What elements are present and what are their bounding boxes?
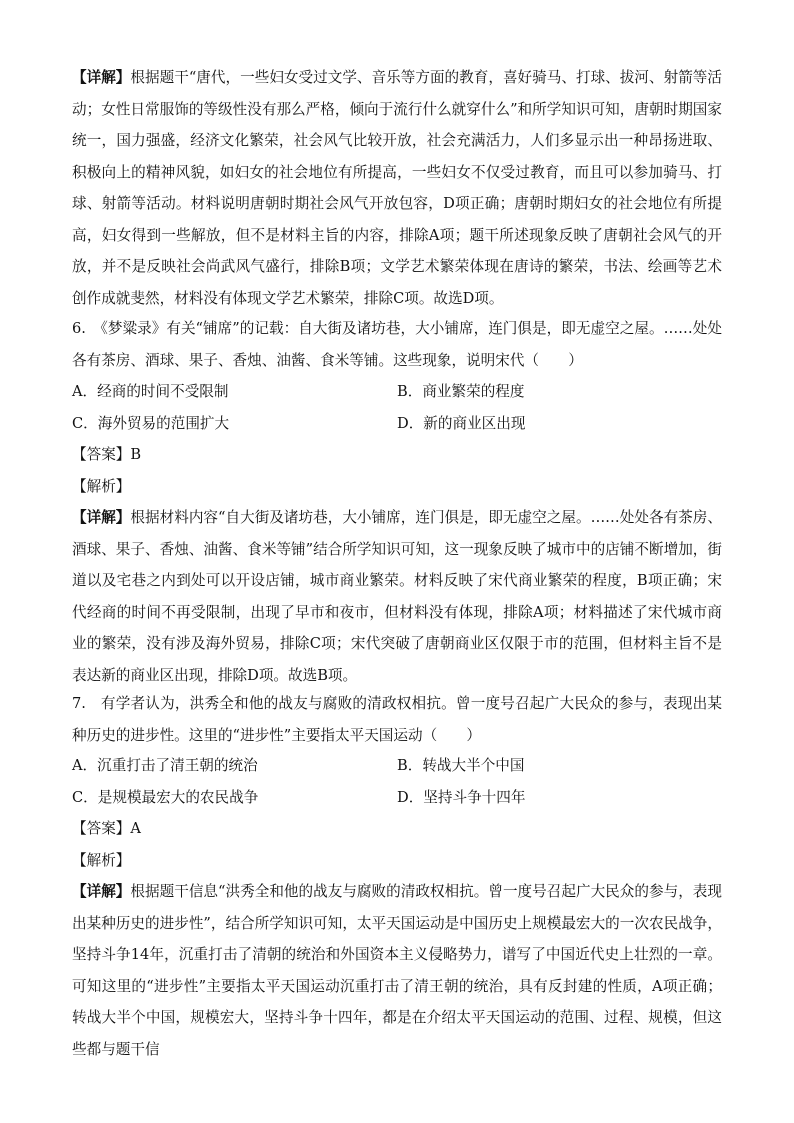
question-6-options <box>72 376 722 439</box>
answer-label: 【答案】B <box>72 446 142 463</box>
detail-section-q5 <box>72 62 722 314</box>
question-7 <box>72 688 722 751</box>
detail-text: 根据题干“唐代，一些妇女受过文学、音乐等方面的教育，喜好骑马、打球、拔河、射箭等活动；女性日常服饰的等级性没有那么严格，倾向于流行什么就穿什么”和所学知识可知，唐朝时期国家统一，国力强盛，经济文化繁荣，社会风气比较开放，社会充满活力，人们多显示出一种昂扬进取、积极向上的精神风貌，如妇女的社会地位有所提高，一些妇女不仅受过教育，而且可以参加骑马、打球、射箭等活动。材料说明唐朝时期社会风气开放包容，D项正确；唐朝时期妇女的社会地位有所提高，妇女得到一些解放，但不是材料主旨的内容，排除A项；题干所述现象反映了唐朝社会风气的开放，并不是反映社会尚武风气盛行，排除B项；文学艺术繁荣体现在唐诗的繁荣，书法、绘画等艺术创作成就斐然，材料没有体现文学艺术繁荣，排除C项。故选D项。 <box>72 69 722 307</box>
option-c: C．海外贸易的范围扩大 <box>72 414 230 432</box>
option-c: C．是规模最宏大的农民战争 <box>72 788 259 806</box>
option-b: B．商业繁荣的程度 <box>397 383 525 400</box>
question-stem: 6. 《梦粱录》有关“铺席”的记载：自大街及诸坊巷，大小铺席，连门俱是，即无虚空之屋。……处处各有茶房、酒球、果子、香烛、油酱、食米等铺。这些现象，说明宋代（ ） <box>72 320 722 369</box>
option-d: D．坚持斗争十四年 <box>397 788 526 806</box>
detail-text: 根据材料内容“自大街及诸坊巷，大小铺席，连门俱是，即无虚空之屋。……处处各有茶房、酒球、果子、香烛、油酱、食米等铺”结合所学知识可知，这一现象反映了城市中的店铺不断增加，街道以及宅巷之内到处可以开设店铺，城市商业繁荣。材料反映了宋代商业繁荣的程度，B项正确；宋代经商的时间不再受限制，出现了早市和夜市，但材料没有体现，排除A项；材料描述了宋代城市商业的繁荣，没有涉及海外贸易，排除C项；宋代突破了唐朝商业区仅限于市的范围，但材料主旨不是表达新的商业区出现，排除D项。故选B项。 <box>72 509 722 684</box>
detail-paragraph <box>72 876 722 1065</box>
analysis-label: 【解析】 <box>72 851 131 869</box>
question-7-answer-section <box>72 813 722 1065</box>
detail-label: 【详解】 <box>72 883 131 900</box>
detail-text: 根据题干信息“洪秀全和他的战友与腐败的清政权相抗。曾一度号召起广大民众的参与，表现出某种历史的进步性”，结合所学知识可知，太平天国运动是中国历史上规模最宏大的一次农民战争，坚持斗争14年，沉重打击了清朝的统治和外国资本主义侵略势力，谱写了中国近代史上壮烈的一章。可知这里的“进步性”主要指太平天国运动沉重打击了清王朝的统治，具有反封建的性质，A项正确；转战大半个中国，规模宏大，坚持斗争十四年，都是在介绍太平天国运动的范围、过程、规模，但这些都与题干信 <box>72 883 722 1058</box>
option-a: A．经商的时间不受限制 <box>72 383 229 400</box>
detail-label: 【详解】 <box>72 509 131 526</box>
detail-paragraph <box>72 62 722 314</box>
question-6-answer-section <box>72 439 722 691</box>
question-6 <box>72 313 722 376</box>
question-7-options <box>72 750 722 813</box>
question-stem: 7. 有学者认为，洪秀全和他的战友与腐败的清政权相抗。曾一度号召起广大民众的参与，表现出某种历史的进步性。这里的“进步性”主要指太平天国运动（ ） <box>72 695 722 744</box>
option-b: B．转战大半个中国 <box>397 757 525 774</box>
option-a: A．沉重打击了清王朝的统治 <box>72 757 258 774</box>
detail-label: 【详解】 <box>72 69 131 86</box>
detail-paragraph <box>72 502 722 691</box>
answer-label: 【答案】A <box>72 820 141 837</box>
analysis-label: 【解析】 <box>72 477 131 495</box>
option-d: D．新的商业区出现 <box>397 414 526 432</box>
